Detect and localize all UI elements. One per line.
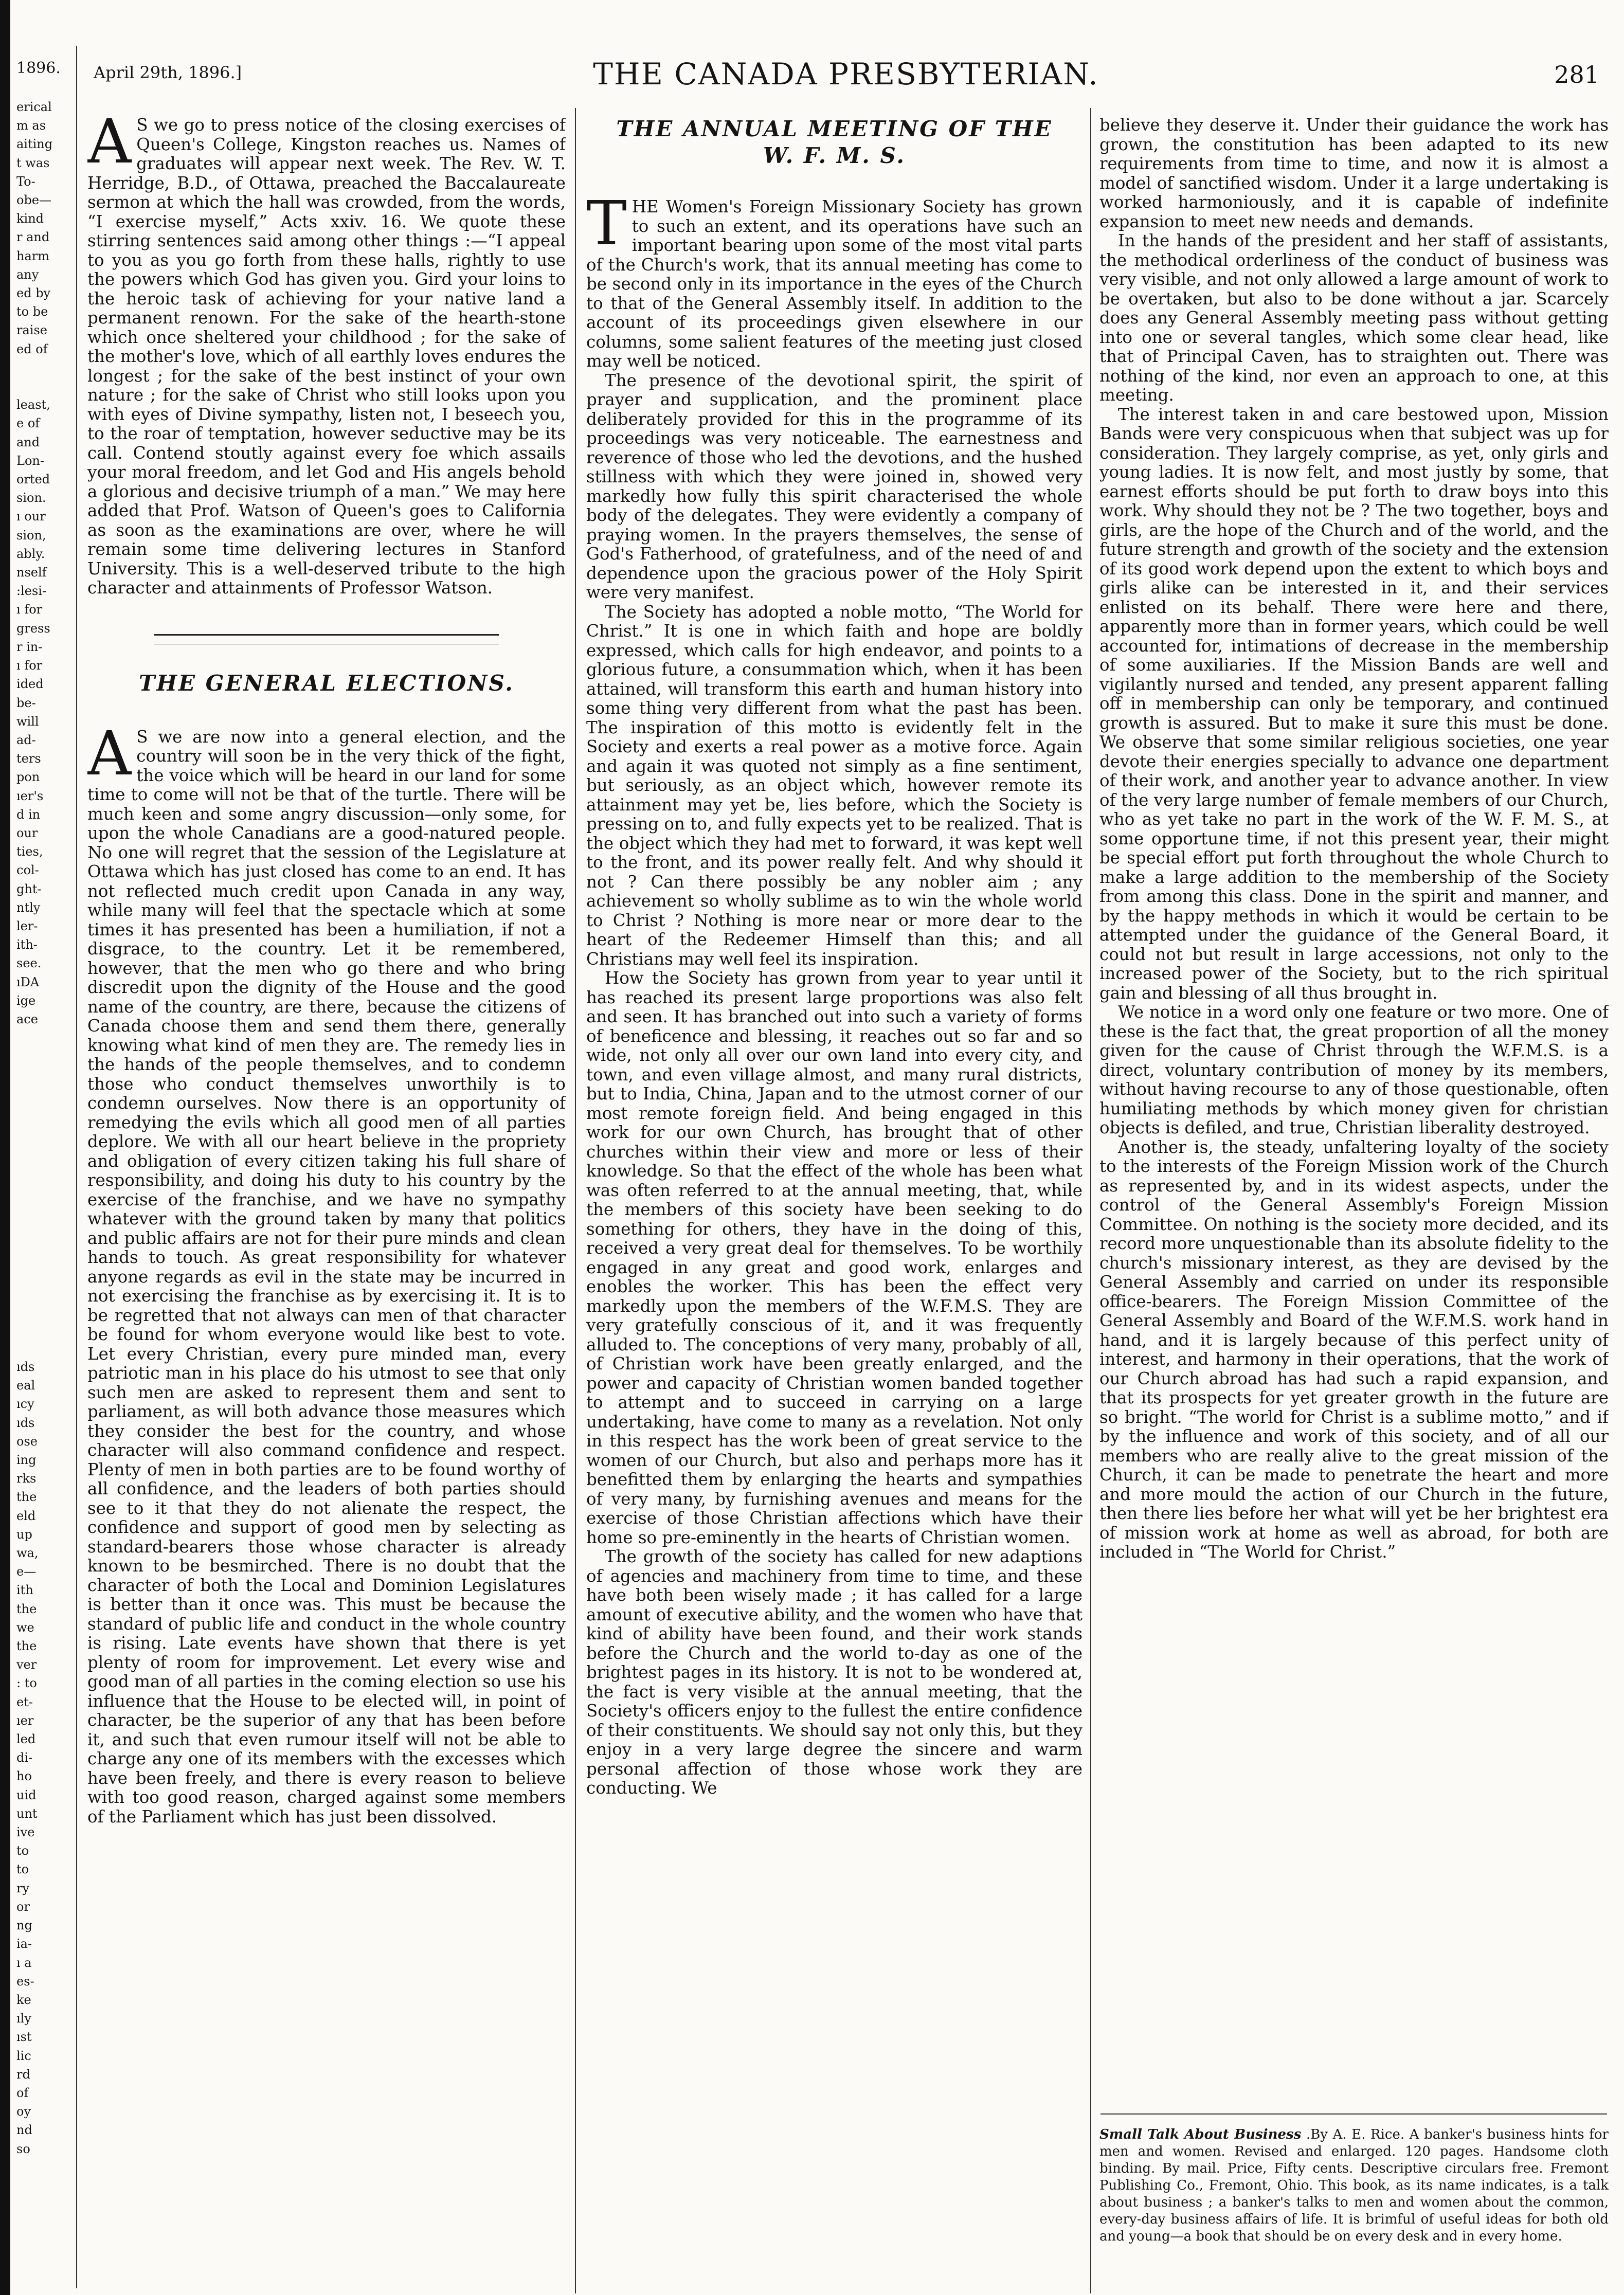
previous-page-year: 1896.: [16, 59, 61, 77]
previous-page-text-top: erical m as aiting t was To- obe— kind r and harm any ed by to be raise ed of least, e of and Lon- orted sion. ı our sion, ably. nself :lesi- ı for gress r in- ı for ided be- will ad- ters pon ıer's d in our ties, col- ght- ntly ler- ith- see. ıDA ige ace: [16, 100, 53, 1026]
book-advertisement: [1099, 2126, 1609, 2245]
column-2: [586, 116, 1082, 2288]
article-heading-line-2: W. F. M. S.: [763, 143, 906, 168]
article-paragraph: Another is, the steady, unfaltering loyalty of the society to the interests of the Foreign Mission work of the Church as represented by, and in its widest aspects, under the control of the General Assembly's Foreign Mission Committee. On nothing is the society more decided, and its record more unquestionable than its absolute fidelity to the church's missionary interest, as they are devised by the General Assembly and carried on under its responsible office-bearers. The Foreign Mission Committee of the General Assembly and Board of the W.F.M.S. work hand in hand, and it is largely because of this perfect unity of interest, and harmony in their operations, that the work of our Church abroad has had such a rapid expansion, and that its prospects for yet greater growth in the future are so bright. “The world for Christ is a sublime motto,” and if by the influence and work of this society, and of all our members who are really alive to the great mission of the Church, it can be made to penetrate the heart and more and more mould the action of our Church in the future, then there lies before her what will yet be her brightest era of mission work at home as well as abroad, for both are included in “The World for Christ.”: [1099, 1137, 1609, 1562]
wfms-article: [586, 188, 1082, 1798]
column-3: [1099, 116, 1609, 2106]
drop-cap: A: [87, 116, 132, 177]
binding-edge: [0, 0, 10, 2295]
section-heading: THE GENERAL ELECTIONS.: [139, 670, 514, 696]
article-paragraph: THE Women's Foreign Missionary Society has grown to such an extent, and its operations have such an important bearing upon some of the most vital parts of the Church's work, that its annual meeting has come to be second only in its importance in the eyes of the Church to that of the General Assembly itself. In addition to the account of its proceedings given elsewhere in our columns, some salient features of the meeting just closed may well be noticed.: [586, 188, 1082, 371]
article-paragraph: The interest taken in and care bestowed upon, Mission Bands were very conspicuous when that subject was up for consideration. They largely comprise, as yet, only girls and young ladies. It is now felt, and most justly by some, that earnest efforts should be put forth to draw boys into this work. Why should they not be ? The two together, boys and girls, are the hope of the Church and of the world, and the future strength and growth of the society and the extension of its good work depend upon the extent to which boys and girls alike can be interested in it, and their services enlisted on its behalf. There were here and there, apparently more than in former years, which could be well accounted for, intimations of decrease in the membership of some auxiliaries. If the Mission Bands are well and vigilantly nursed and tended, any present apparent falling off in membership can only be temporary, and continued growth is assured. But to make it sure this must be done. We observe that some similar religious societies, one year devote their energies specially to advance one department of their work, and another year to advance another. In view of the very large number of female members of our Church, who as yet take no part in the work of the W. F. M. S., at some opportune time, if not this present year, their might be special effort put forth throughout the whole Church to make a large addition to the membership of the Society from among this class. Done in the spirit and manner, and by the happy methods in which it would be certain to be attempted under the guidance of the General Board, it could not but result in large accessions, not only to the increased power of the Society, but to the rich spiritual gain and blessing of all thus brought in.: [1099, 404, 1609, 1003]
column-1: [87, 116, 566, 2288]
previous-page-fragment: [10, 0, 72, 2295]
article-paragraph: The Society has adopted a noble motto, “The World for Christ.” It is one in which faith and hope are boldly expressed, which calls for high endeavor, and points to a glorious future, a consummation which, when it has been attained, will transform this earth and human history into some thing very different from what the past has been. The inspiration of this motto is evidently felt in the Society and exerts a real power as a motive force. Again and again it was quoted not simply as a fine sentiment, but seriously, as an object which, however remote its attainment may yet be, lies before, which the Society is pressing on to, and fully expects yet to be realized. That is the object which they had met to forward, it was kept well to the front, and its power really felt. And why should it not ? Can there possibly be any nobler aim ; any achievement so wholly sublime as to win the whole world to Christ ? Nothing is more near or more dear to the heart of the Redeemer Himself than this; and all Christians may well feel its inspiration.: [586, 602, 1082, 969]
column-rule: [1090, 108, 1091, 2293]
page-header: [87, 57, 1604, 98]
advertisement-rule: [1100, 2113, 1607, 2115]
article-paragraph: A S we go to press notice of the closing exercises of Queen's College, Kingston reaches us. Names of graduates will appear next week. The Rev. W. T. Herridge, B.D., of Ottawa, preached the Baccalaureate sermon at which the hall was crowded, from the words, “I exercise myself,” Acts xxiv. 16. We quote these stirring sentences said among other things :—“I appeal to you as you go forth from these halls, rightly to use the powers which God has given you. Gird your loins to the heroic task of achieving for your native land a permanent renown. For the sake of the hearth-stone which once sheltered your childhood ; for the sake of the mother's love, which of all earthly loves endures the longest ; for the sake of the best instinct of your own nature ; for the sake of Christ who still looks upon you with eyes of Divine sympathy, listen not, I beseech you, to the roar of temptation, however seductive may be its call. Contend stoutly against every foe which assails your moral freedom, and let God and His angels behold a glorious and decisive triumph of a man.” We may here added that Prof. Watson of Queen's goes to California as soon as the examinations are over, where he will remain some time delivering lectures in Stanford University. This is a well-deserved tribute to the high character and attainments of Professor Watson.: [87, 116, 566, 598]
column-rule-left: [76, 46, 77, 2288]
column-rule: [575, 108, 576, 2293]
advertisement-body: .By A. E. Rice. A banker's business hints for men and women. Revised and enlarged. 120 pages. Handsome cloth binding. By mail. Price, Fifty cents. Descriptive circulars free. Fremont Publishing Co., Fremont, Ohio. This book, as its name indicates, is a talk about business ; a banker's talks to men and women about the common, every-day business affairs of life. It is brimful of useful ideas for both old and young—a book that should be on every desk and in every home.: [1099, 2127, 1609, 2244]
previous-page-text-bottom: ıds eal ıcy ıds ose ing rks the eld up wa, e— ith the we the ver : to et- ıer led di- ho uid unt ive to to ry or ng ia- ı a es- ke ıly ıst lic rd of oy nd so: [16, 1360, 39, 2156]
article-paragraph: In the hands of the president and her staff of assistants, the methodical orderliness of the conduct of business was very visible, and not only allowed a large amount of work to be overtaken, but also to be done without a jar. Scarcely does any General Assembly meeting pass without getting into one or several tangles, which some clear head, like that of Principal Caven, has to straighten out. There was nothing of the kind, nor even an approach to one, at this meeting.: [1099, 231, 1609, 405]
queens-college-note: [87, 116, 566, 598]
advertisement-title: Small Talk About Business: [1099, 2127, 1302, 2142]
article-paragraph: How the Society has grown from year to year until it has reached its present large proportions was also felt and seen. It has branched out into such a variety of forms of beneficence and blessing, it reaches out so far and so wide, not only all over our own land into every city, and town, and even village almost, and many rural districts, but to India, China, Japan and to the utmost corner of our most remote foreign field. And being engaged in this work for our own Church, has brought that of other churches within their view and more or less of their knowledge. So that the effect of the whole has been what was often referred to at the annual meeting, that, while the members of this society have been seeking to do something for others, they have in the doing of this, received a very great deal for themselves. To be worthily engaged in any great and good work, enlarges and enobles the worker. This has been the effect very markedly upon the members of the W.F.M.S. They are very gratefully conscious of it, and it was frequently alluded to. The conceptions of very many, probably of all, of Christian work have been greatly enlarged, and the power and capacity of Christian women banded together to attempt and to succeed in carrying on a large undertaking, have come to many as a revelation. Not only in this respect has the work been of great service to the women of our Church, but also and perhaps more has it benefitted them by enlarging the hearts and sympathies of very many, by furnishing avenues and means for the exercise of those Christian affections which have their home so pre-eminently in the hearts of Christian women.: [586, 968, 1082, 1547]
drop-cap: T: [586, 188, 627, 259]
issue-date: April 29th, 1896.]: [94, 63, 242, 82]
wfms-article-continued: [1099, 116, 1609, 1562]
article-paragraph: We notice in a word only one feature or two more. One of these is the fact that, the great proportion of all the money given for the cause of Christ through the W.F.M.S. is a direct, voluntary contribution of money by its members, without having recourse to any of those questionable, often humiliating methods by which money given for christian objects is defiled, and true, Christian liberality destroyed.: [1099, 1002, 1609, 1137]
article-paragraph: The presence of the devotional spirit, the spirit of prayer and supplication, and the prominent place deliberately provided for this in the programme of its proceedings was very noticeable. The earnestness and reverence of those who led the devotions, and the hushed stillness with which they were joined in, showed very markedly how fully this spirit characterised the whole body of the delegates. They were evidently a company of praying women. In the prayers themselves, the sense of God's Fatherhood, of gratefulness, and of the need of and dependence upon the gracious power of the Holy Spirit were very manifest.: [586, 370, 1082, 602]
publication-title: THE CANADA PRESBYTERIAN.: [593, 57, 1099, 92]
article-paragraph: A S we are now into a general election, and the country will soon be in the very thick of the fight, the voice which will be heard in our land for some time to come will not be that of the turtle. There will be much keen and some angry discussion—only some, for upon the whole Canadians are a good-natured people. No one will regret that the session of the Legislature at Ottawa which has just closed has come to an end. It has not reflected much credit upon Canada in any way, while many will feel that the spectacle which at some times it has presented has been a humiliation, if not a disgrace, to the country. Let it be remembered, however, that the men who go there and who bring discredit upon the dignity of the House and the good name of the country, are there, because the citizens of Canada choose them and send them there, generally knowing what kind of men they are. The remedy lies in the hands of the people themselves, and to condemn those who conduct themselves unworthily is to condemn ourselves. Now there is an opportunity of remedying the evils which all good men of all parties deplore. We with all our heart believe in the propriety and obligation of every citizen taking his full share of responsibility, and doing his duty to his country by the exercise of the franchise, and we have no sympathy whatever with the ground taken by many that politics and public affairs are not for their pure minds and clean hands to touch. As great responsibility for whatever anyone regards as evil in the state may be incurred in not exercising the franchise as by exercising it. It is to be regretted that not always can men of that character be found for whom everyone would like best to vote. Let every Christian, every pure minded man, every patriotic man in his place do his utmost to see that only such men are asked to represent them and sent to parliament, as will both advance those measures which they consider the best for the country, and whose character will also command confidence and respect. Plenty of men in both parties are to be found worthy of all confidence, and the leaders of both parties should see to it that they do not alienate the respect, the confidence and support of good men by selecting as standard-bearers those whose character is already known to be besmirched. There is no doubt that the character of both the Local and Dominion Legislatures is better than it once was. This must be because the standard of public life and conduct in the whole country is rising. Late events have shown that there is yet plenty of room for improvement. Let every wise and good man of all parties in the coming election so use his influence that the House to be elected will, in point of character, be the superior of any that has been before it, and such that even rumour itself will not be able to charge any one of its members with the excesses which have been freely, and there is every reason to believe with too good reason, charged against some members of the Parliament which has just been dissolved.: [87, 717, 566, 1827]
drop-cap: A: [87, 717, 132, 789]
page-number: 281: [1554, 61, 1599, 88]
section-separator: [154, 634, 499, 644]
general-elections-article: [87, 717, 566, 1827]
article-paragraph: believe they deserve it. Under their guidance the work has grown, the constitution has been adapted to its new requirements from time to time, and now it is almost a model of sanctified wisdom. Under it a large undertaking is worked harmoniously, and it is capable of indefinite expansion to meet new needs and demands.: [1099, 116, 1609, 231]
article-paragraph: The growth of the society has called for new adaptions of agencies and machinery from time to time, and these have both been wisely made ; it has called for a large amount of executive ability, and the women who have that kind of ability have been found, and their work stands before the Church and the world to-day as one of the brightest pages in its history. It is not to be wondered at, the fact is very visible at the annual meeting, that the Society's officers enjoy to the fullest the entire confidence of their constituents. We should say not only this, but they enjoy in a very large degree the sincere and warm personal affection of those whose work they are conducting. We: [586, 1547, 1082, 1798]
article-heading-line-1: THE ANNUAL MEETING OF THE: [616, 116, 1053, 141]
